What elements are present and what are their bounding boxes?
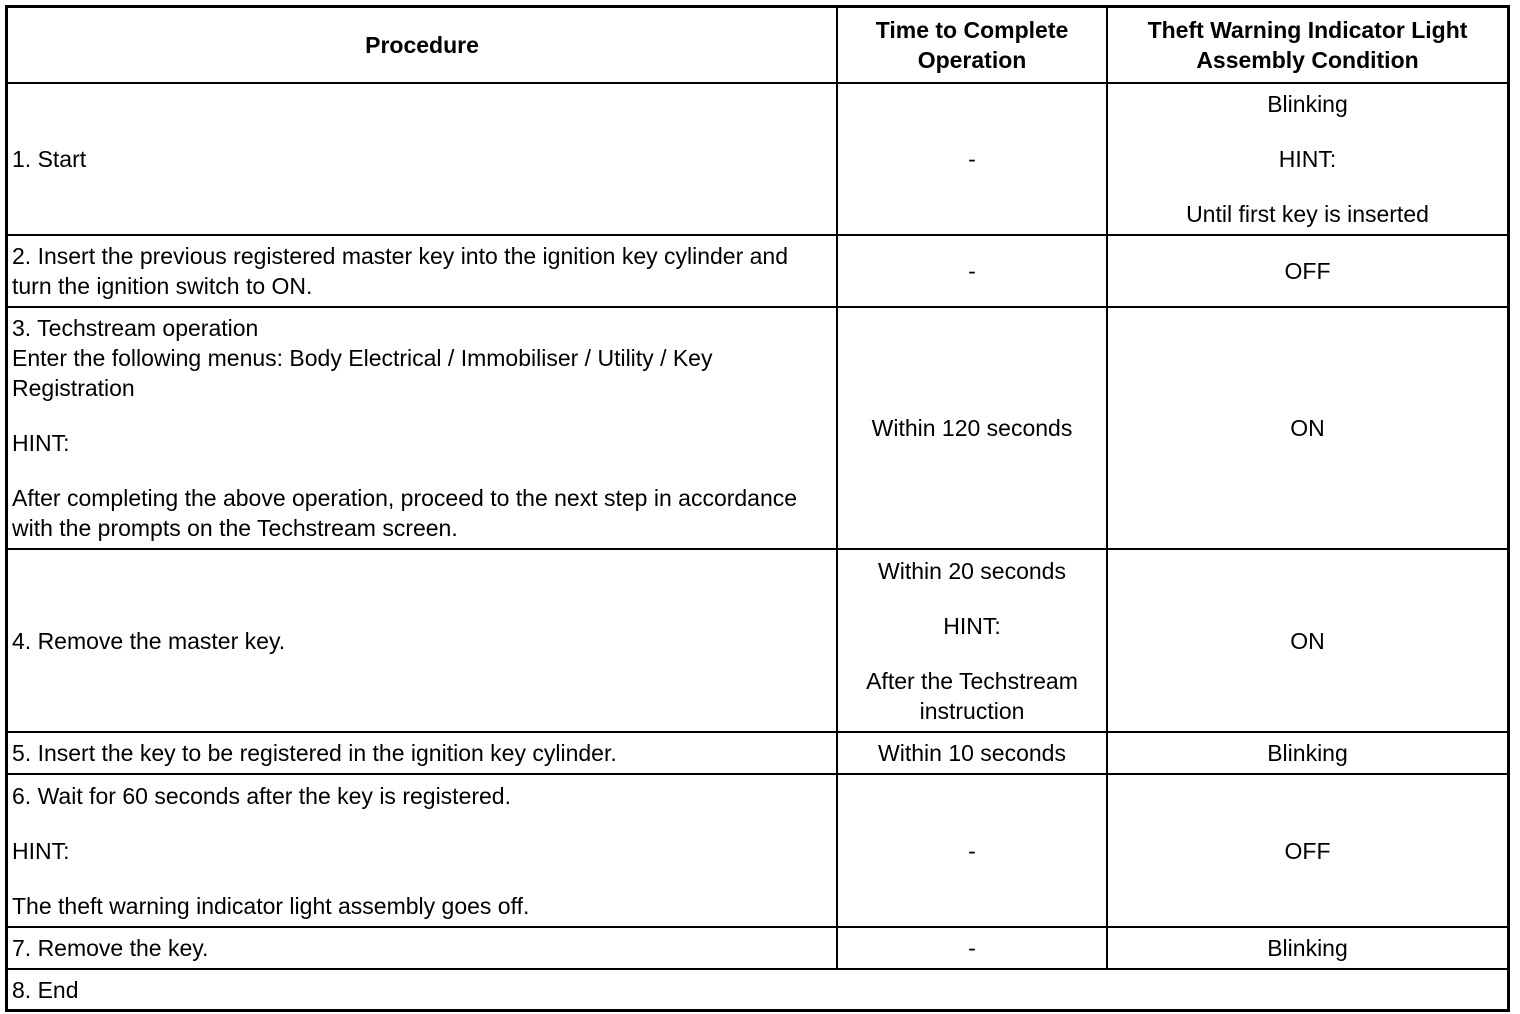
hint-label: HINT: bbox=[943, 612, 1001, 639]
hint-text: The theft warning indicator light assembly goes off. bbox=[12, 892, 530, 919]
time-cell: Within 10 seconds bbox=[837, 732, 1107, 774]
header-time-to-complete: Time to Complete Operation bbox=[837, 7, 1107, 83]
condition-cell: ON bbox=[1107, 549, 1508, 732]
condition-cell: Blinking bbox=[1107, 927, 1508, 969]
procedure-cell: 7. Remove the key. bbox=[7, 927, 837, 969]
hint-label: HINT: bbox=[12, 430, 70, 456]
time-cell: - bbox=[837, 927, 1107, 969]
hint-text: After the Techstream instruction bbox=[866, 667, 1078, 724]
time-cell: - bbox=[837, 235, 1107, 307]
header-indicator-condition: Theft Warning Indicator Light Assembly Condition bbox=[1107, 7, 1508, 83]
hint-text: Until first key is inserted bbox=[1186, 201, 1429, 227]
table-header-row bbox=[7, 7, 1508, 83]
time-cell: - bbox=[837, 774, 1107, 927]
procedure-cell: 2. Insert the previous registered master key into the ignition key cylinder and turn the ignition switch to ON. bbox=[7, 235, 837, 307]
condition-status: Blinking bbox=[1267, 91, 1348, 117]
table-row bbox=[7, 307, 1508, 549]
time-cell: Within 120 seconds bbox=[837, 307, 1107, 549]
table-row bbox=[7, 927, 1508, 969]
table-row bbox=[7, 969, 1508, 1011]
table-row bbox=[7, 774, 1508, 927]
procedure-text: 6. Wait for 60 seconds after the key is registered. bbox=[12, 782, 511, 809]
hint-label: HINT: bbox=[1278, 146, 1337, 172]
hint-text: After completing the above operation, proceed to the next step in accordance with the prompts on the Techstream screen. bbox=[12, 485, 798, 541]
procedure-cell-end: 8. End bbox=[7, 969, 1508, 1011]
time-cell: - bbox=[837, 83, 1107, 235]
table-row bbox=[7, 83, 1508, 235]
procedure-text: Enter the following menus: Body Electrical / Immobiliser / Utility / Key Registration bbox=[12, 345, 713, 401]
time-value: Within 20 seconds bbox=[878, 557, 1066, 584]
condition-cell: ON bbox=[1107, 307, 1508, 549]
procedure-title: 3. Techstream operation bbox=[12, 315, 259, 341]
time-cell bbox=[837, 549, 1107, 732]
procedure-cell: 1. Start bbox=[7, 83, 837, 235]
condition-cell: OFF bbox=[1107, 774, 1508, 927]
table-row bbox=[7, 549, 1508, 732]
table-row bbox=[7, 732, 1508, 774]
header-procedure: Procedure bbox=[7, 7, 837, 83]
procedure-cell: 5. Insert the key to be registered in the ignition key cylinder. bbox=[7, 732, 837, 774]
condition-cell: OFF bbox=[1107, 235, 1508, 307]
procedure-cell bbox=[7, 774, 837, 927]
table-row bbox=[7, 235, 1508, 307]
procedure-cell: 4. Remove the master key. bbox=[7, 549, 837, 732]
hint-label: HINT: bbox=[12, 837, 70, 864]
procedure-table bbox=[6, 6, 1509, 1012]
condition-cell: Blinking bbox=[1107, 732, 1508, 774]
condition-cell bbox=[1107, 83, 1508, 235]
procedure-cell bbox=[7, 307, 837, 549]
